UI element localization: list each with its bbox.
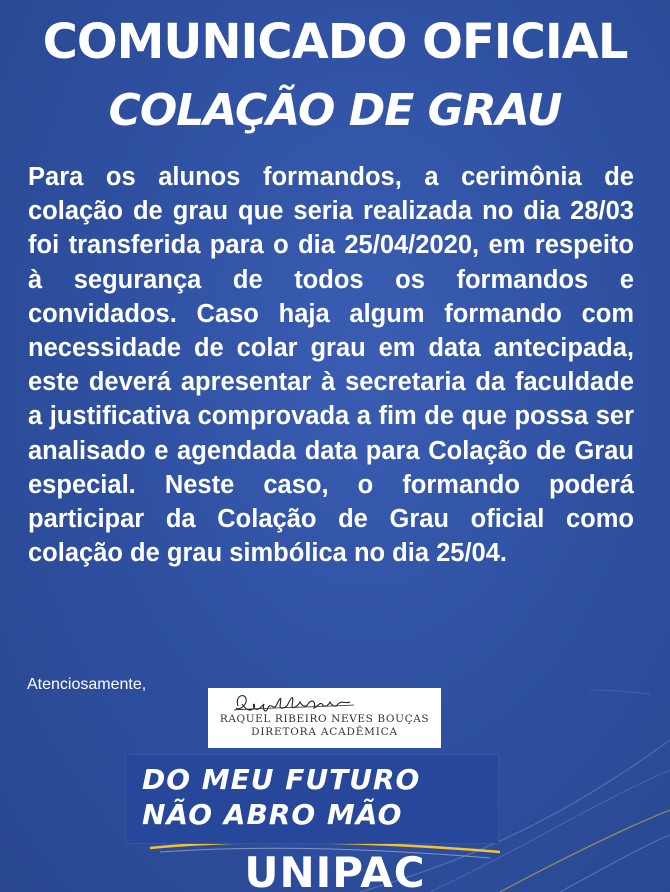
notice-subtitle: COLAÇÃO DE GRAU [108,85,562,136]
signatory-role: DIRETORA ACADÊMICA [251,726,398,738]
signatory-name: RAQUEL RIBEIRO NEVES BOUÇAS [219,713,430,725]
brand-logo-text: UNIPAC [244,848,426,892]
notice-body: Para os alunos formandos, a cerimônia de colação de grau que seria realizada no dia 28/03 foi transferida para o dia 25/04/2020, em respeito à segurança de todos os formandos e convidados. Caso haja algum formando com necessidade de colar grau em data antecipada, este deverá apresentar à secretaria da faculdade a justificativa comprovada a fim de que possa ser analisado e agendada data para Colação de Grau especial. Neste caso, o formando poderá participar da Colação de Grau oficial como colação de grau simbólica no dia 25/04. [28,163,634,568]
slogan-line-2: NÃO ABRO MÃO [142,798,403,831]
slogan-line-1: DO MEU FUTURO [142,763,421,796]
signature-card [208,688,441,748]
closing-text: Atenciosamente, [27,676,147,693]
notice-title: COMUNICADO OFICIAL [42,14,628,70]
